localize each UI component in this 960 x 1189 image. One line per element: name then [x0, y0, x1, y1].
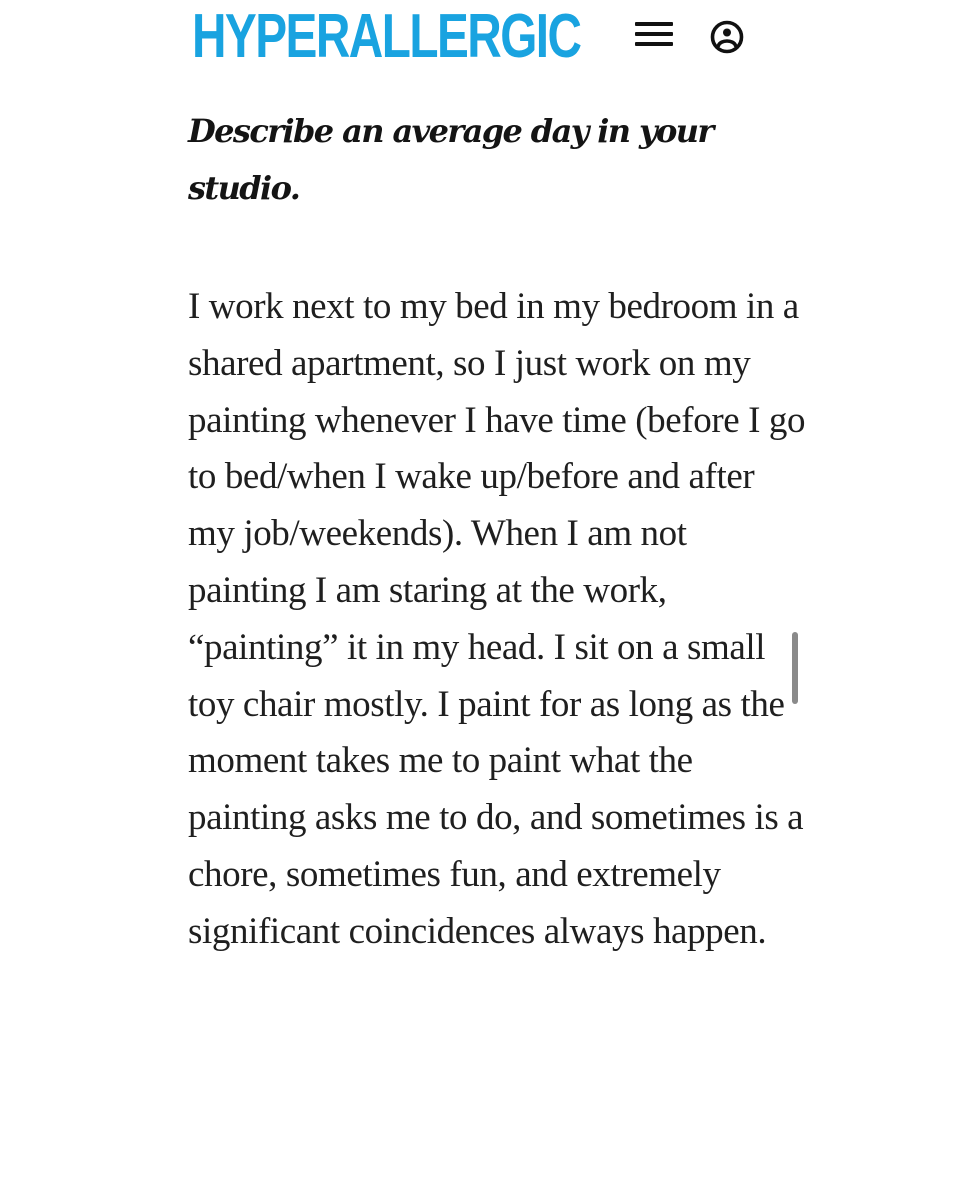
site-logo[interactable]: HYPERALLERGIC	[192, 2, 581, 71]
menu-line	[635, 32, 673, 36]
site-header	[0, 0, 960, 80]
scrollbar-thumb[interactable]	[792, 632, 798, 704]
account-circle-icon[interactable]	[706, 16, 748, 58]
interview-answer: I work next to my bed in my bedroom in a shared apartment, so I just work on my painting whenever I have time (before I go to bed/when I wake up/before and after my job/weekends). When I am not painting I am staring at the work, “painting” it in my head. I sit on a small toy chair mostly. I paint for as long as the moment takes me to paint what the painting asks me to do, and sometimes is a chore, sometimes fun, and extremely significant coincidences always happen.	[188, 286, 806, 952]
menu-line	[635, 22, 673, 26]
menu-line	[635, 42, 673, 46]
interview-question: Describe an average day in your studio.	[188, 112, 713, 207]
hamburger-menu-icon[interactable]	[630, 16, 680, 56]
